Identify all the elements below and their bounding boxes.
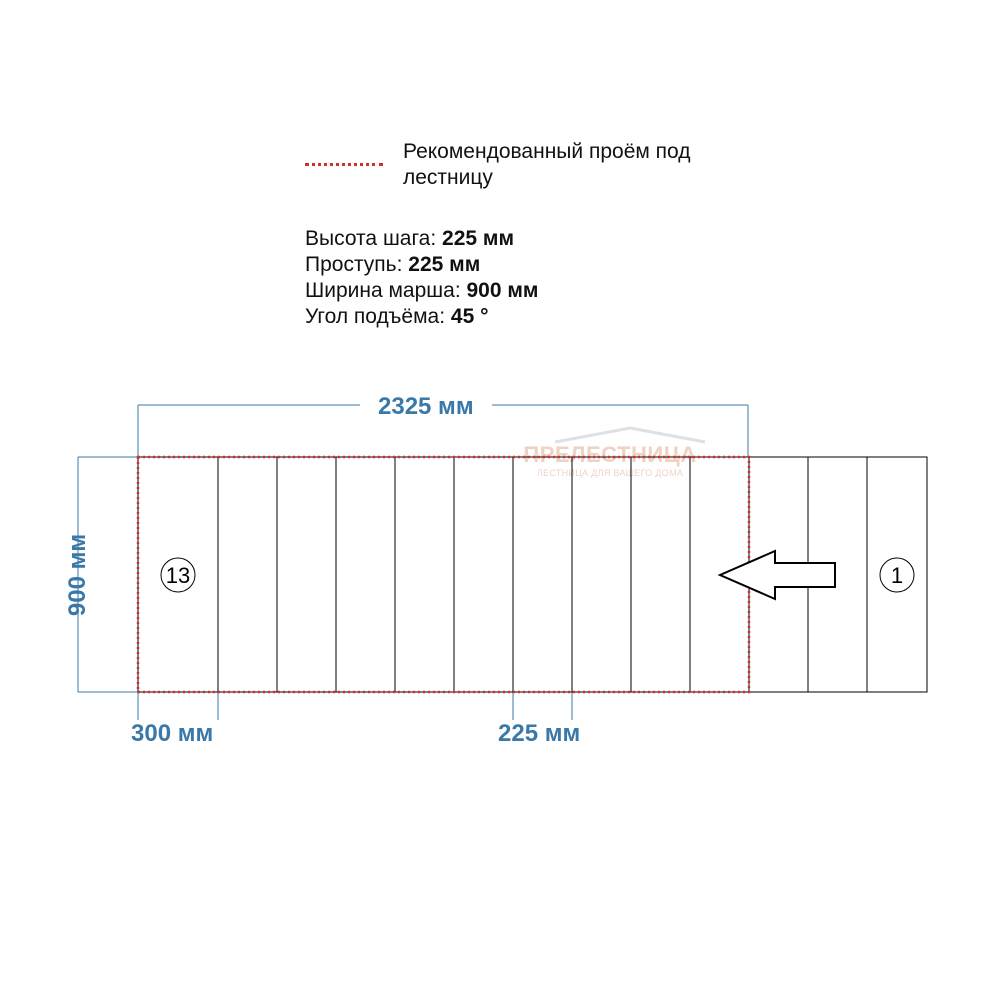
dim-stair-width: 900 мм	[64, 533, 91, 617]
dim-tread: 225 мм	[498, 720, 581, 747]
arrow-left-icon	[720, 551, 835, 599]
legend-text: Рекомендованный проём под лестницу	[403, 140, 691, 189]
param-width: Ширина марша: 900 мм	[305, 279, 539, 302]
dim-opening-length: 2325 мм	[360, 393, 492, 421]
step-1-label: 1	[890, 563, 904, 588]
watermark-logo: ПРЕЛЕСТНИЦА ЛЕСТНИЦА ДЛЯ ВАШЕГО ДОМА	[510, 424, 710, 494]
step-13-label: 13	[165, 563, 191, 588]
dim-first-tread: 300 мм	[131, 720, 214, 747]
recommended-opening	[138, 457, 749, 692]
param-step-height: Высота шага: 225 мм	[305, 227, 514, 250]
param-tread: Проступь: 225 мм	[305, 253, 481, 276]
param-angle: Угол подъёма: 45 °	[305, 305, 489, 328]
